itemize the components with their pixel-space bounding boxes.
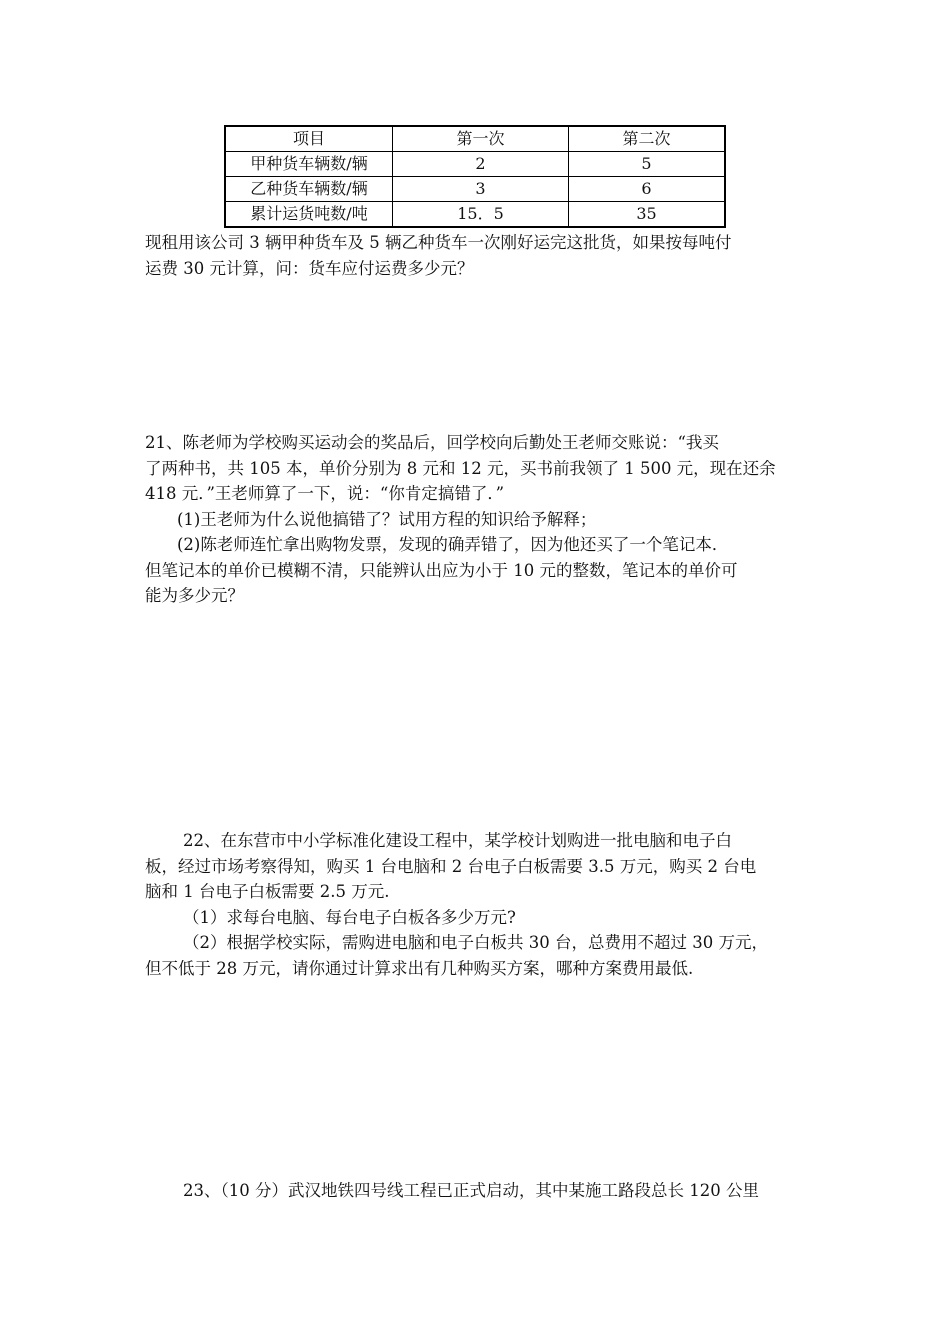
table-row bbox=[225, 177, 725, 202]
table-header-cell: 项目 bbox=[225, 126, 393, 152]
text-line: 运费 30 元计算，问：货车应付运费多少元？ bbox=[145, 258, 474, 278]
text-line: 418 元．”王老师算了一下，说：“你肯定搞错了．” bbox=[145, 484, 505, 503]
question-22 bbox=[145, 828, 810, 981]
table-cell: 2 bbox=[393, 152, 569, 177]
text-line: 能为多少元？ bbox=[145, 586, 244, 605]
table-cell: 甲种货车辆数/辆 bbox=[225, 152, 393, 177]
table-cell: 乙种货车辆数/辆 bbox=[225, 177, 393, 202]
table-cell: 6 bbox=[569, 177, 726, 202]
text-line: 21、陈老师为学校购买运动会的奖品后，回学校向后勤处王老师交账说：“我买 bbox=[145, 433, 719, 452]
text-line: 22、在东营市中小学标准化建设工程中，某学校计划购进一批电脑和电子白 bbox=[183, 831, 732, 850]
text-line: 但笔记本的单价已模糊不清，只能辨认出应为小于 10 元的整数，笔记本的单价可 bbox=[145, 560, 738, 580]
table-row bbox=[225, 202, 725, 228]
text-line: 但不低于 28 万元，请你通过计算求出有几种购买方案，哪种方案费用最低. bbox=[145, 958, 694, 978]
table-cell: 5 bbox=[569, 152, 726, 177]
text-line: 了两种书，共 105 本，单价分别为 8 元和 12 元，买书前我领了 1 500 元，现在还余 bbox=[145, 458, 776, 478]
freight-table bbox=[224, 125, 726, 228]
question-21-part-2: (2)陈老师连忙拿出购物发票，发现的确弄错了，因为他还买了一个笔记本． bbox=[177, 535, 729, 554]
question-21 bbox=[145, 430, 810, 609]
table-row bbox=[225, 152, 725, 177]
text-line: 脑和 1 台电子白板需要 2.5 万元. bbox=[145, 882, 390, 901]
text-line: 板，经过市场考察得知，购买 1 台电脑和 2 台电子白板需要 3.5 万元，购买 2 台电 bbox=[145, 856, 757, 876]
table-header-cell: 第二次 bbox=[569, 126, 726, 152]
table-cell: 累计运货吨数/吨 bbox=[225, 202, 393, 228]
question-21-part-1: (1)王老师为什么说他搞错了？试用方程的知识给予解释； bbox=[177, 509, 597, 529]
table-header-row bbox=[225, 126, 725, 152]
text-line: 现租用该公司 3 辆甲种货车及 5 辆乙种货车一次刚好运完这批货，如果按每吨付 bbox=[145, 233, 732, 252]
table-cell: 15．5 bbox=[393, 202, 569, 228]
table-header-cell: 第一次 bbox=[393, 126, 569, 152]
table-cell: 35 bbox=[569, 202, 726, 228]
question-22-part-1: （1）求每台电脑、每台电子白板各多少万元? bbox=[183, 907, 516, 927]
table-cell: 3 bbox=[393, 177, 569, 202]
question-20-text bbox=[145, 230, 810, 281]
question-23 bbox=[145, 1178, 810, 1204]
question-22-part-2: （2）根据学校实际，需购进电脑和电子白板共 30 台，总费用不超过 30 万元， bbox=[183, 933, 768, 952]
text-line: 23、（10 分）武汉地铁四号线工程已正式启动，其中某施工路段总长 120 公里 bbox=[183, 1181, 759, 1200]
